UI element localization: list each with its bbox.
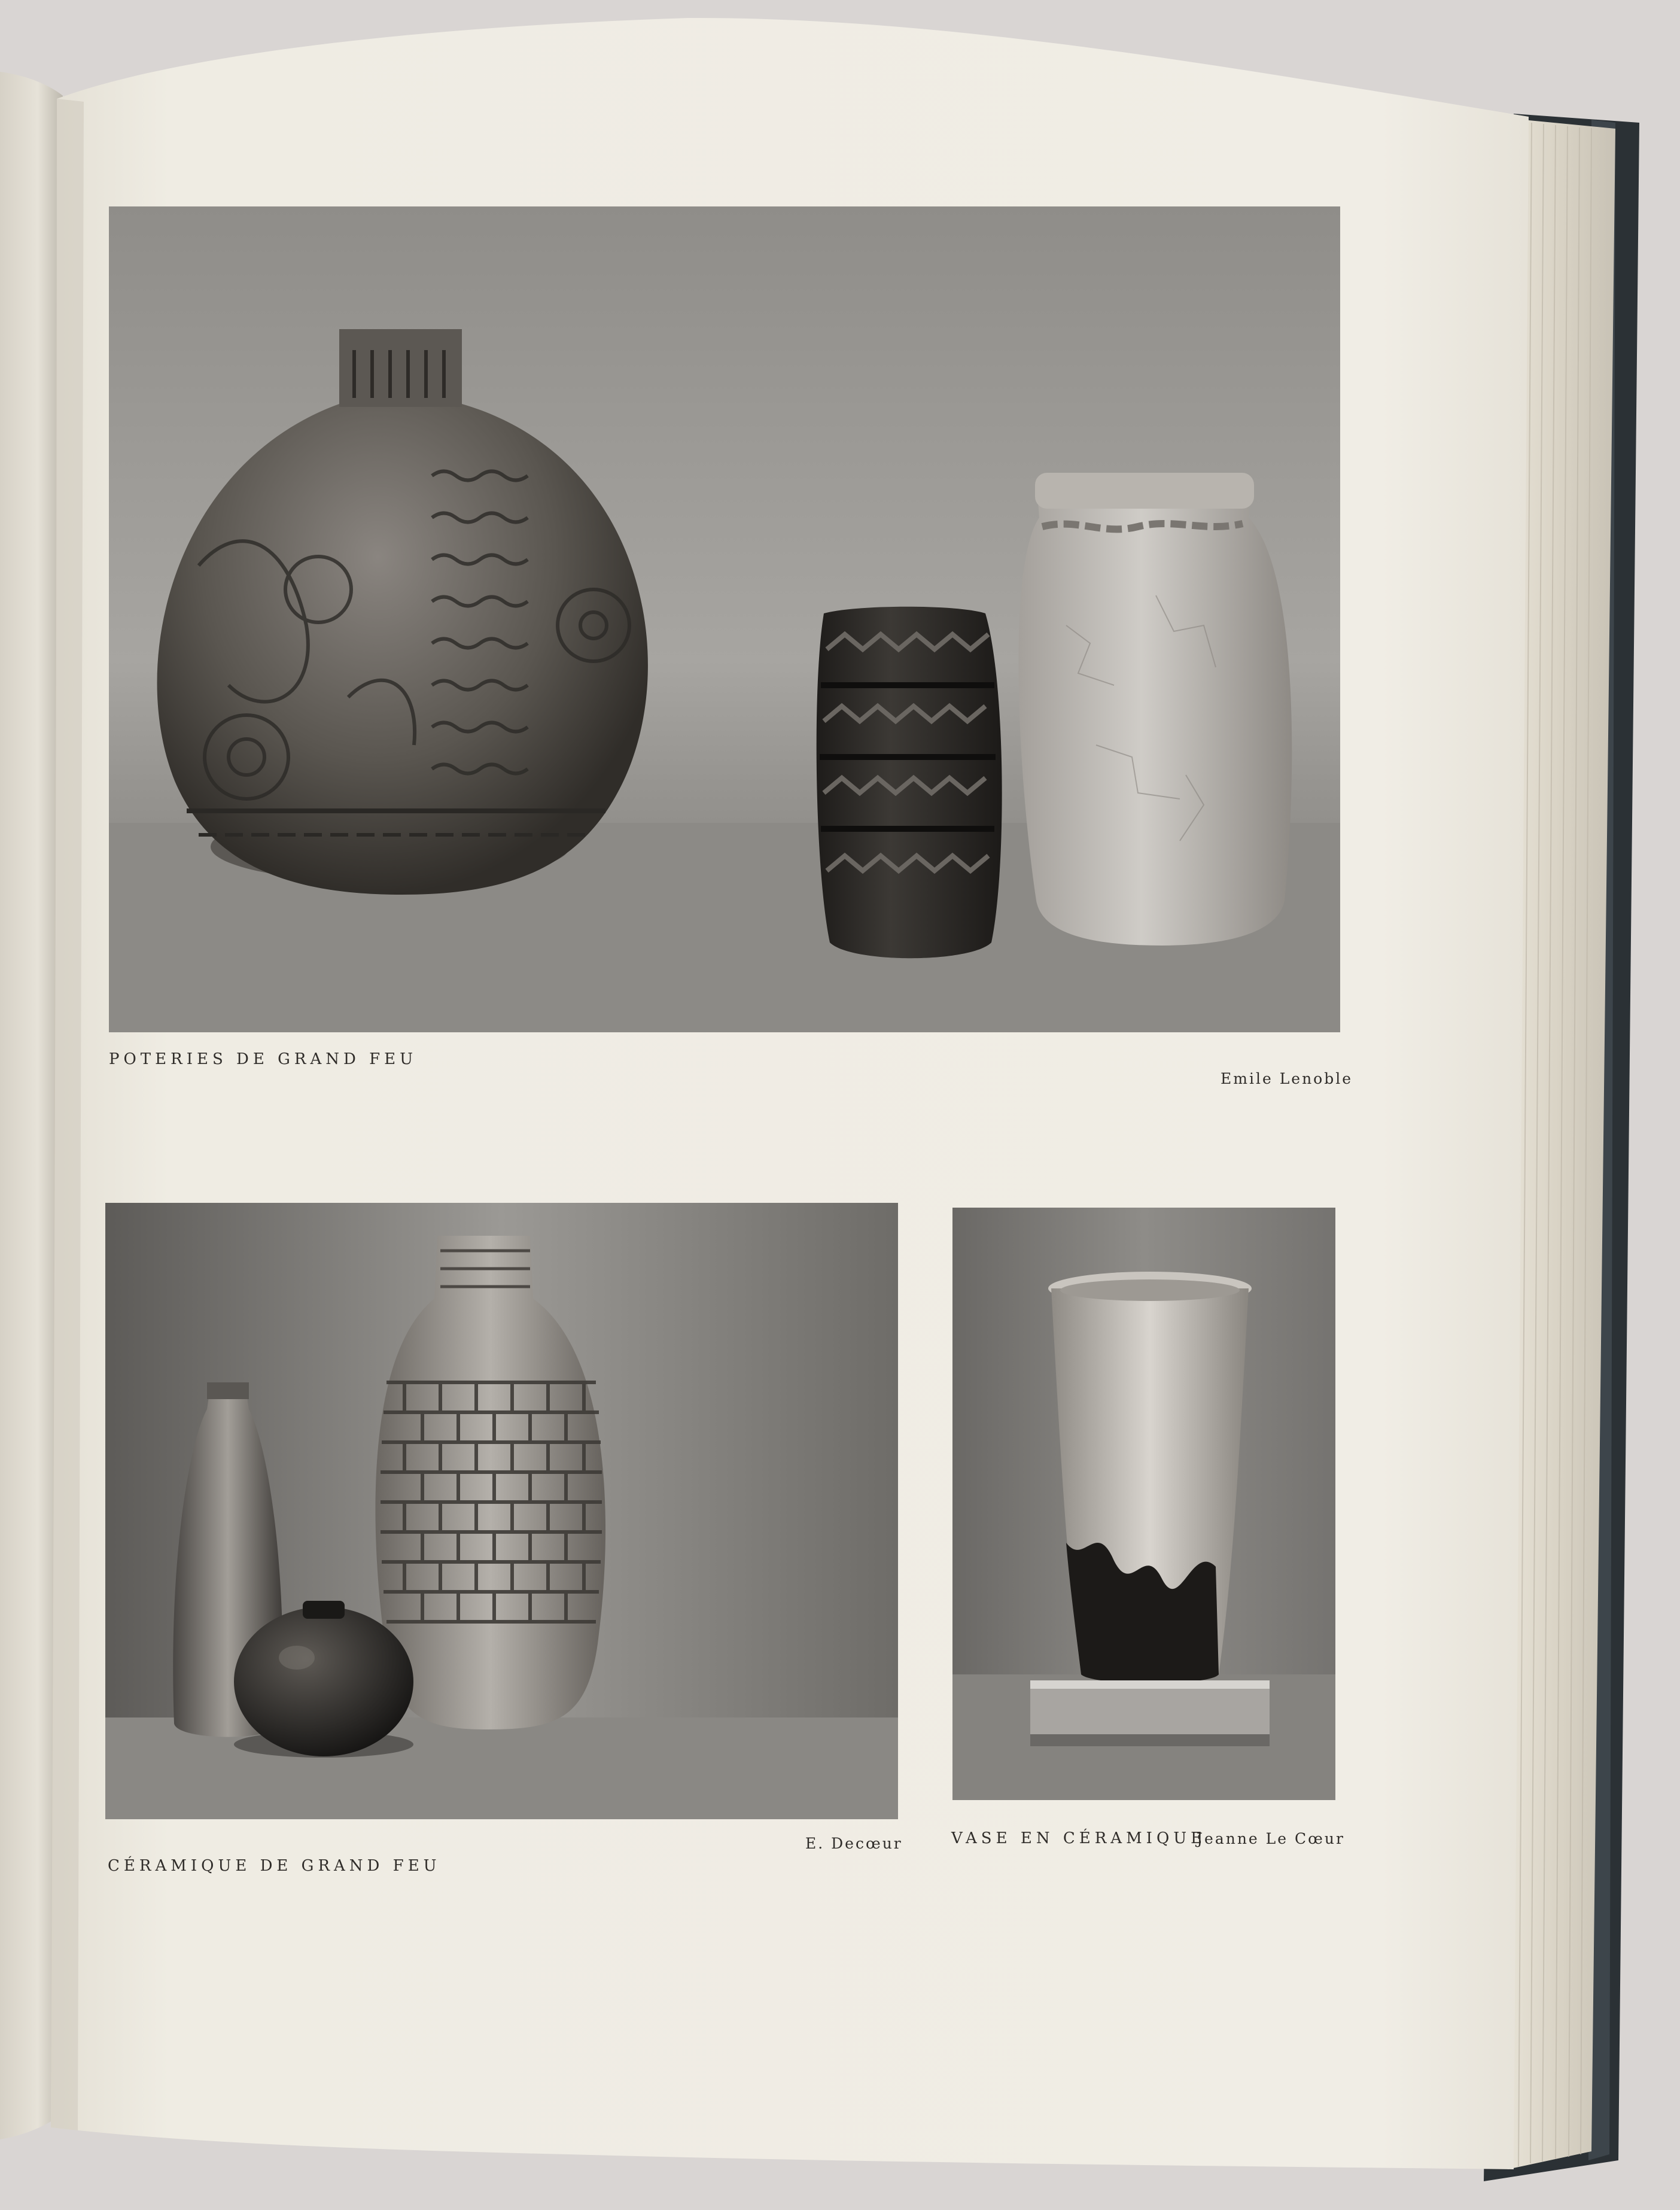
figure-credit: Jeanne Le Cœur (1197, 1830, 1345, 1847)
glass-base (1030, 1680, 1270, 1746)
photograph-le-coeur-vase (952, 1208, 1335, 1800)
figure-credit: E. Decœur (805, 1835, 903, 1852)
photograph-decoeur-vases (105, 1203, 898, 1819)
cylinder-vase (1048, 1272, 1252, 1683)
figure-title: VASE EN CÉRAMIQUE (951, 1829, 1207, 1847)
figure-title: POTERIES DE GRAND FEU (109, 1050, 418, 1068)
crackle-glaze-vase (1018, 473, 1292, 946)
figure-title: CÉRAMIQUE DE GRAND FEU (108, 1857, 441, 1875)
figure-credit: Emile Lenoble (1221, 1070, 1353, 1087)
dark-chevron-vase (817, 607, 1002, 959)
photograph-lenoble-vases (109, 206, 1340, 1032)
